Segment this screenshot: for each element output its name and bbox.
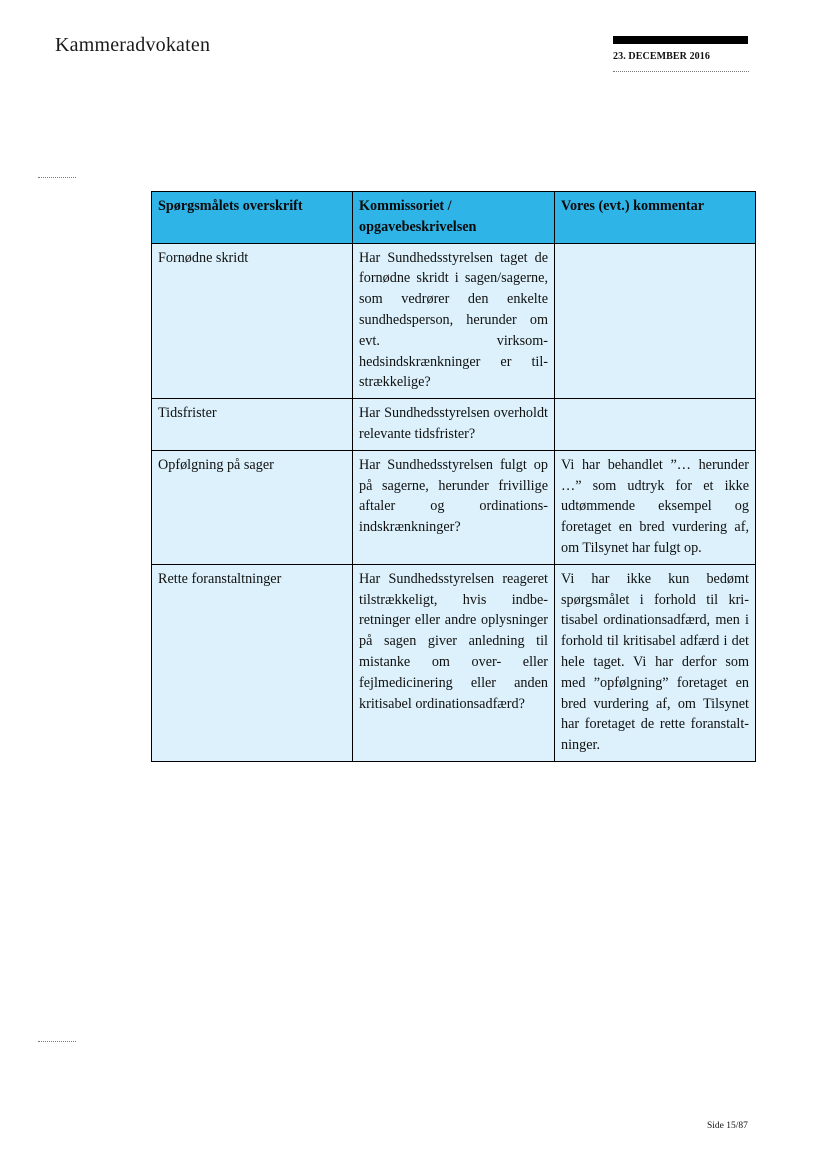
margin-dotted-rule-top <box>38 177 76 178</box>
row-mandate: Har Sundhedsstyrelsen reageret tilstrækkeligt, hvis indberetninger eller andre oplysninger på sagen giver anledning til mistanke om over- eller fejlmedicinering eller anden kritisabel ordinationsadfærd? <box>353 564 555 761</box>
header-mandate: Kommissoriet / opgavebeskrivelsen <box>353 192 555 244</box>
logo-kammeradvokaten: Kammeradvokaten <box>55 34 211 56</box>
row-comment <box>555 243 756 399</box>
table-row <box>152 399 756 451</box>
row-mandate: Har Sundhedsstyrelsen fulgt op på sagerne, herunder frivillige aftaler og ordinationsindskrænkninger? <box>353 450 555 564</box>
page-number: Side 15/87 <box>707 1121 748 1131</box>
date-dotted-rule <box>613 71 749 72</box>
row-comment <box>555 399 756 451</box>
table-row <box>152 243 756 399</box>
row-mandate: Har Sundhedsstyrelsen overholdt relevante tidsfrister? <box>353 399 555 451</box>
table-row <box>152 450 756 564</box>
margin-dotted-rule-bottom <box>38 1041 76 1042</box>
row-title: Fornødne skridt <box>152 243 353 399</box>
row-mandate: Har Sundhedsstyrelsen taget de fornødne skridt i sagen/sagerne, som vedrører den enkelte sundhedsperson, herunder om evt. virksomhedsindskrænkninger er tilstrækkelige? <box>353 243 555 399</box>
header-question-title: Spørgsmålets overskrift <box>152 192 353 244</box>
row-title: Tidsfrister <box>152 399 353 451</box>
row-comment: Vi har behandlet ”… herunder …” som udtryk for et ikke udtømmende eksempel og foretaget en bred vurdering af, om Tilsynet har fulgt op. <box>555 450 756 564</box>
questions-table <box>151 191 756 762</box>
header-comment: Vores (evt.) kommentar <box>555 192 756 244</box>
row-title: Rette foranstaltninger <box>152 564 353 761</box>
table-row <box>152 564 756 761</box>
header-black-bar <box>613 36 748 44</box>
row-comment: Vi har ikke kun bedømt spørgsmålet i forhold til kritisabel ordinationsadfærd, men i forhold til kritisabel adfærd i det hele taget. Vi har derfor som med ”opfølgning” foretaget en bred vurdering af, om Tilsynet har foretaget de rette foranstaltninger. <box>555 564 756 761</box>
table-header-row <box>152 192 756 244</box>
document-date: 23. DECEMBER 2016 <box>613 51 710 62</box>
row-title: Opfølgning på sager <box>152 450 353 564</box>
